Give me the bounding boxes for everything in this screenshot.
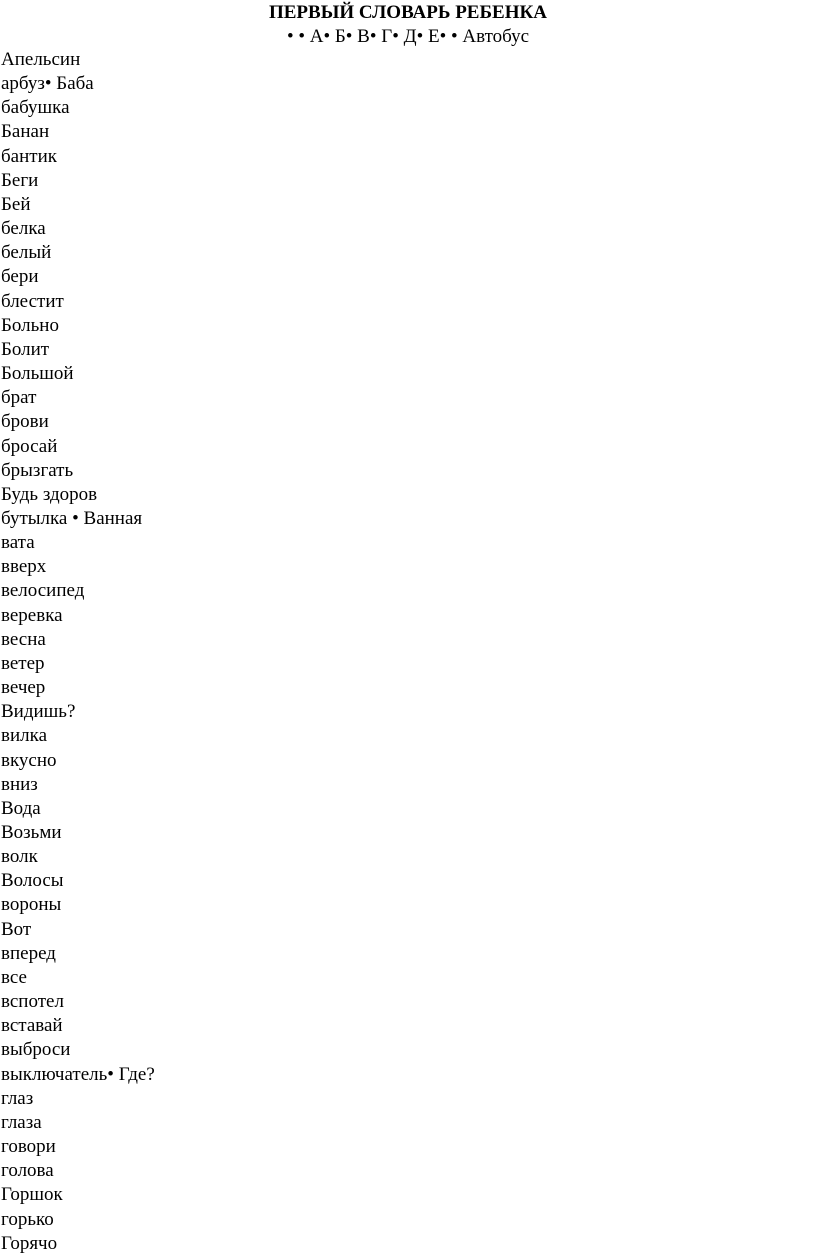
list-item: веревка xyxy=(1,604,63,626)
list-item: бабушка xyxy=(1,97,70,119)
list-item: брызгать xyxy=(1,459,74,481)
list-item: вилка xyxy=(1,725,47,747)
list-item: вороны xyxy=(1,894,62,916)
list-item: глаза xyxy=(1,1111,42,1133)
list-item: белка xyxy=(1,218,46,240)
list-item: все xyxy=(1,966,27,988)
list-item: вставай xyxy=(1,1015,63,1037)
list-item: Горшок xyxy=(1,1184,63,1206)
list-item: вечер xyxy=(1,677,46,699)
list-item: Бей xyxy=(1,193,31,215)
list-item: Больно xyxy=(1,314,59,336)
list-item: белый xyxy=(1,242,52,264)
list-item: Будь здоров xyxy=(1,483,98,505)
list-item: Беги xyxy=(1,169,39,191)
list-item: бутылка • Ванная xyxy=(1,507,143,529)
list-item: вниз xyxy=(1,773,38,795)
list-item: вперед xyxy=(1,942,56,964)
list-item: выброси xyxy=(1,1039,71,1061)
list-item: Видишь? xyxy=(1,701,76,723)
list-item: Волосы xyxy=(1,870,64,892)
page-title: ПЕРВЫЙ СЛОВАРЬ РЕБЕНКА xyxy=(268,2,547,23)
list-item: бантик xyxy=(1,145,57,167)
list-item: бери xyxy=(1,266,39,288)
list-item: выключатель• Где? xyxy=(1,1063,155,1085)
list-item: вверх xyxy=(1,556,47,578)
list-item: Горячо xyxy=(1,1232,58,1254)
list-item: Банан xyxy=(1,121,50,143)
list-item: горько xyxy=(1,1208,54,1230)
list-item: Возьми xyxy=(1,822,62,843)
list-item: Болит xyxy=(1,338,50,360)
list-item: Вода xyxy=(1,797,41,819)
list-item: брат xyxy=(1,387,37,409)
list-item: Вот xyxy=(1,918,32,940)
list-item: ветер xyxy=(1,652,45,674)
list-item: вспотел xyxy=(1,991,64,1013)
list-item: арбуз• Баба xyxy=(1,73,94,95)
list-item: Большой xyxy=(1,363,74,385)
list-item: глаз xyxy=(1,1087,34,1109)
list-item: голова xyxy=(1,1160,54,1182)
list-item: блестит xyxy=(1,290,64,312)
list-item: брови xyxy=(1,411,49,433)
word-list xyxy=(1,48,155,1256)
list-item: говори xyxy=(1,1136,56,1158)
alphabet-line: • • А• Б• В• Г• Д• Е• • Автобус xyxy=(286,26,530,47)
list-item: вкусно xyxy=(1,749,57,771)
list-item: бросай xyxy=(1,435,58,457)
list-item: Апельсин xyxy=(1,49,81,70)
list-item: велосипед xyxy=(1,580,85,602)
list-item: весна xyxy=(1,628,46,650)
list-item: волк xyxy=(1,846,38,868)
list-item: вата xyxy=(1,532,35,554)
